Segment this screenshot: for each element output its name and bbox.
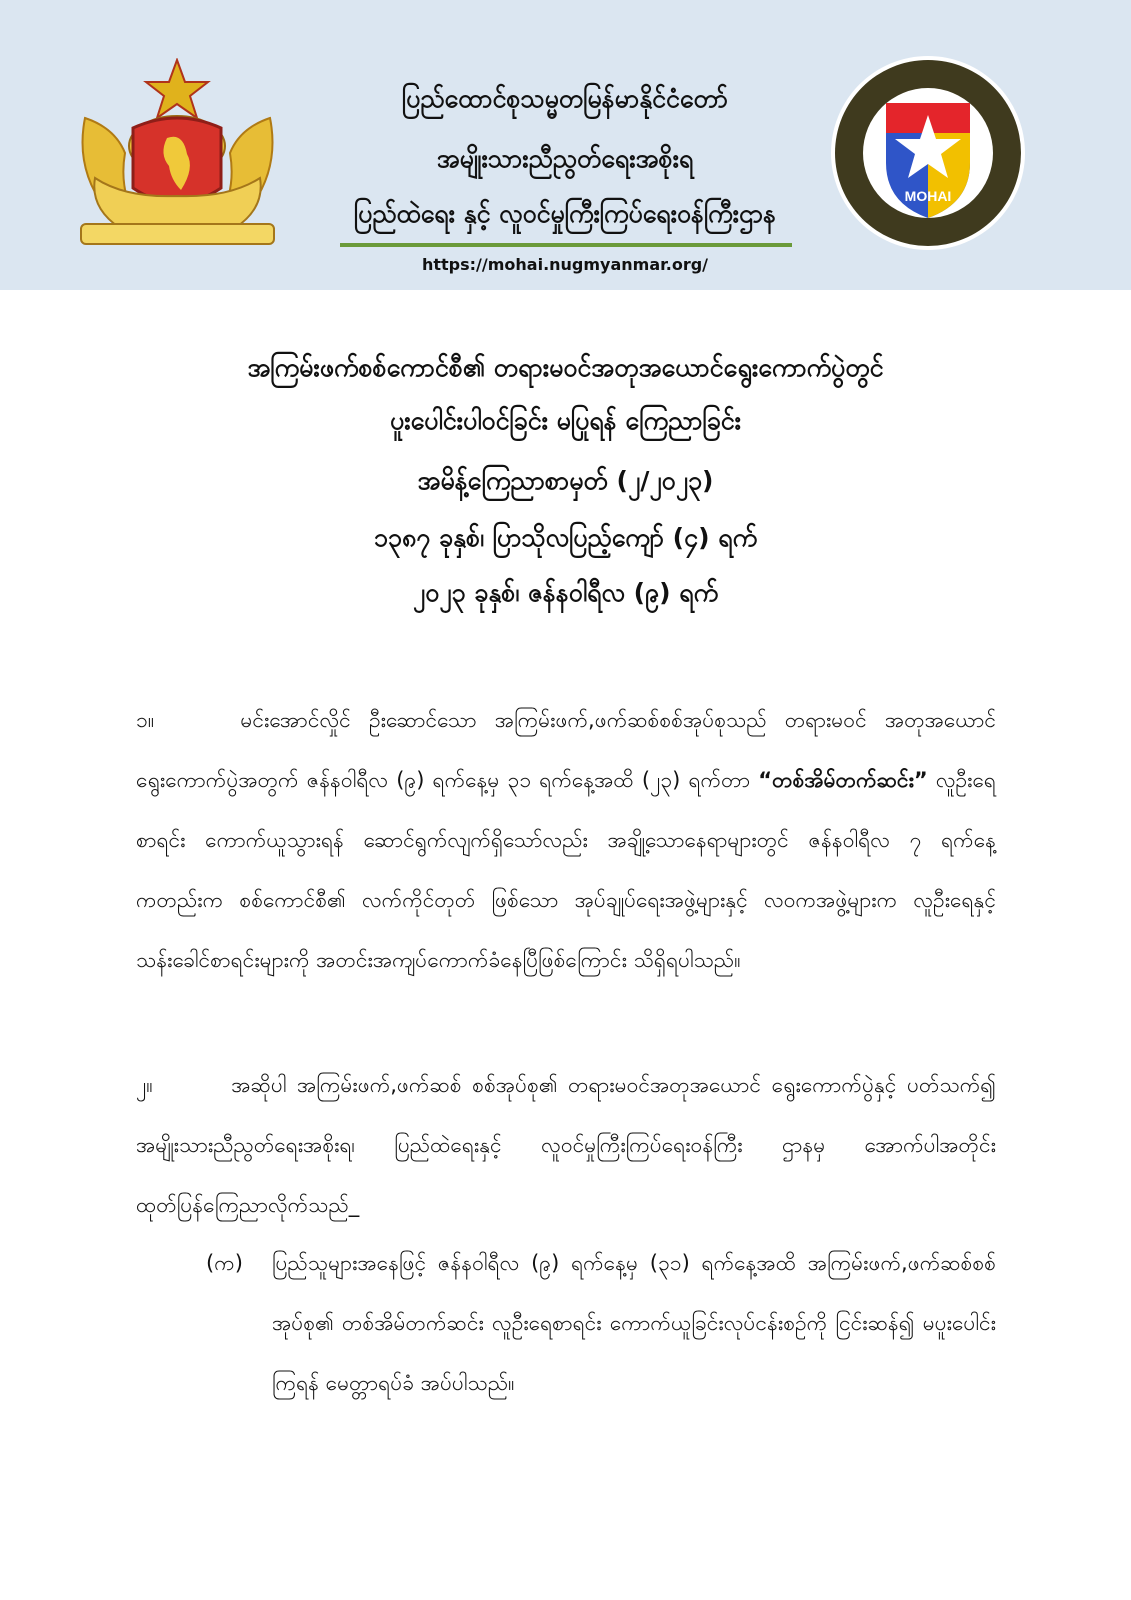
- country-name: ပြည်ထောင်စုသမ္မတမြန်မာနိုင်ငံတော်: [401, 84, 729, 113]
- paragraph-1-text-a: မင်းအောင်လှိုင် ဦးဆောင်သော အကြမ်းဖက်,ဖက်ဆစ်စစ်အုပ်စုသည် တရားမဝင် အတုအယောင် ရွေးကောက်ပွဲအတွက် ဇန်နဝါရီလ (၉) ရက်နေ့မှ ၃၁ ရက်နေ့အထိ (၂၃) ရက်တာ: [136, 708, 996, 792]
- letterhead: [0, 0, 1131, 290]
- state-seal-emblem: [75, 58, 280, 248]
- mohai-logo-text: MOHAI: [904, 188, 952, 204]
- ministry-website-link[interactable]: https://mohai.nugmyanmar.org/: [421, 255, 709, 274]
- myanmar-calendar-date: ၁၃၈၇ ခုနှစ်၊ ပြာသိုလပြည့်ကျော် (၄) ရက်: [373, 523, 758, 552]
- ministry-name: ပြည်ထဲရေး နှင့် လူဝင်မှုကြီးကြပ်ရေးဝန်ကြီးဌာန: [353, 199, 777, 228]
- header-divider: [340, 243, 792, 247]
- paragraph-2-number: ၂။: [136, 1073, 153, 1097]
- paragraph-1: [136, 690, 996, 990]
- announcement-title-line2: ပူးပေါင်းပါဝင်ခြင်း မပြုရန် ကြေညာခြင်း: [389, 406, 742, 435]
- paragraph-1-emphasis: “တစ်အိမ်တက်ဆင်း”: [758, 768, 928, 792]
- paragraph-2: [136, 1055, 996, 1235]
- paragraph-2-text: အဆိုပါ အကြမ်းဖက်,ဖက်ဆစ် စစ်အုပ်စု၏ တရားမဝင်အတုအယောင် ရွေးကောက်ပွဲနှင့် ပတ်သက်၍ အမျိုးသားညီညွတ်ရေးအစိုးရ၊ ပြည်ထဲရေးနှင့် လူဝင်မှုကြီးကြပ်ရေးဝန်ကြီး ဌာနမှ အောက်ပါအတိုင်း ထုတ်ပြန်ကြေညာလိုက်သည်_: [136, 1073, 997, 1217]
- announcement-title-line1: အကြမ်းဖက်စစ်ကောင်စီ၏ တရားမဝင်အတုအယောင်ရွေးကောက်ပွဲတွင်: [247, 353, 884, 382]
- order-number: အမိန့်ကြေညာစာမှတ် (၂/၂၀၂၃): [417, 466, 714, 495]
- gregorian-date: ၂၀၂၃ ခုနှစ်၊ ဇန်နဝါရီလ (၉) ရက်: [412, 578, 719, 607]
- government-name: အမျိုးသားညီညွတ်ရေးအစိုးရ: [436, 144, 694, 173]
- item-ka-text: ပြည်သူများအနေဖြင့် ဇန်နဝါရီလ (၉) ရက်နေ့မှ (၃၁) ရက်နေ့အထိ အကြမ်းဖက်,ဖက်ဆစ်စစ်အုပ်စု၏ တစ်အိမ်တက်ဆင်း လူဦးရေစာရင်း ကောက်ယူခြင်းလုပ်ငန်းစဉ်ကို ငြင်းဆန်၍ မပူးပေါင်းကြရန် မေတ္တာရပ်ခံ အပ်ပါသည်။: [272, 1251, 996, 1395]
- paragraph-1-text-b: လူဦးရေစာရင်း ကောက်ယူသွားရန် ဆောင်ရွက်လျက်ရှိသော်လည်း အချို့သောနေရာများတွင် ဇန်နဝါရီလ ၇ ရက်နေ့ ကတည်းက စစ်ကောင်စီ၏ လက်ကိုင်တုတ် ဖြစ်သော အုပ်ချုပ်ရေးအဖွဲ့များနှင့် လဝကအဖွဲ့များက လူဦးရေနှင့် သန်းခေါင်စာရင်းများကို အတင်းအကျပ်ကောက်ခံနေပြီဖြစ်ကြောင်း သိရှိရပါသည်။: [136, 768, 996, 972]
- mohai-logo-emblem: [828, 53, 1028, 253]
- paragraph-1-number: ၁။: [136, 708, 155, 732]
- item-ka-label: (က): [206, 1251, 243, 1275]
